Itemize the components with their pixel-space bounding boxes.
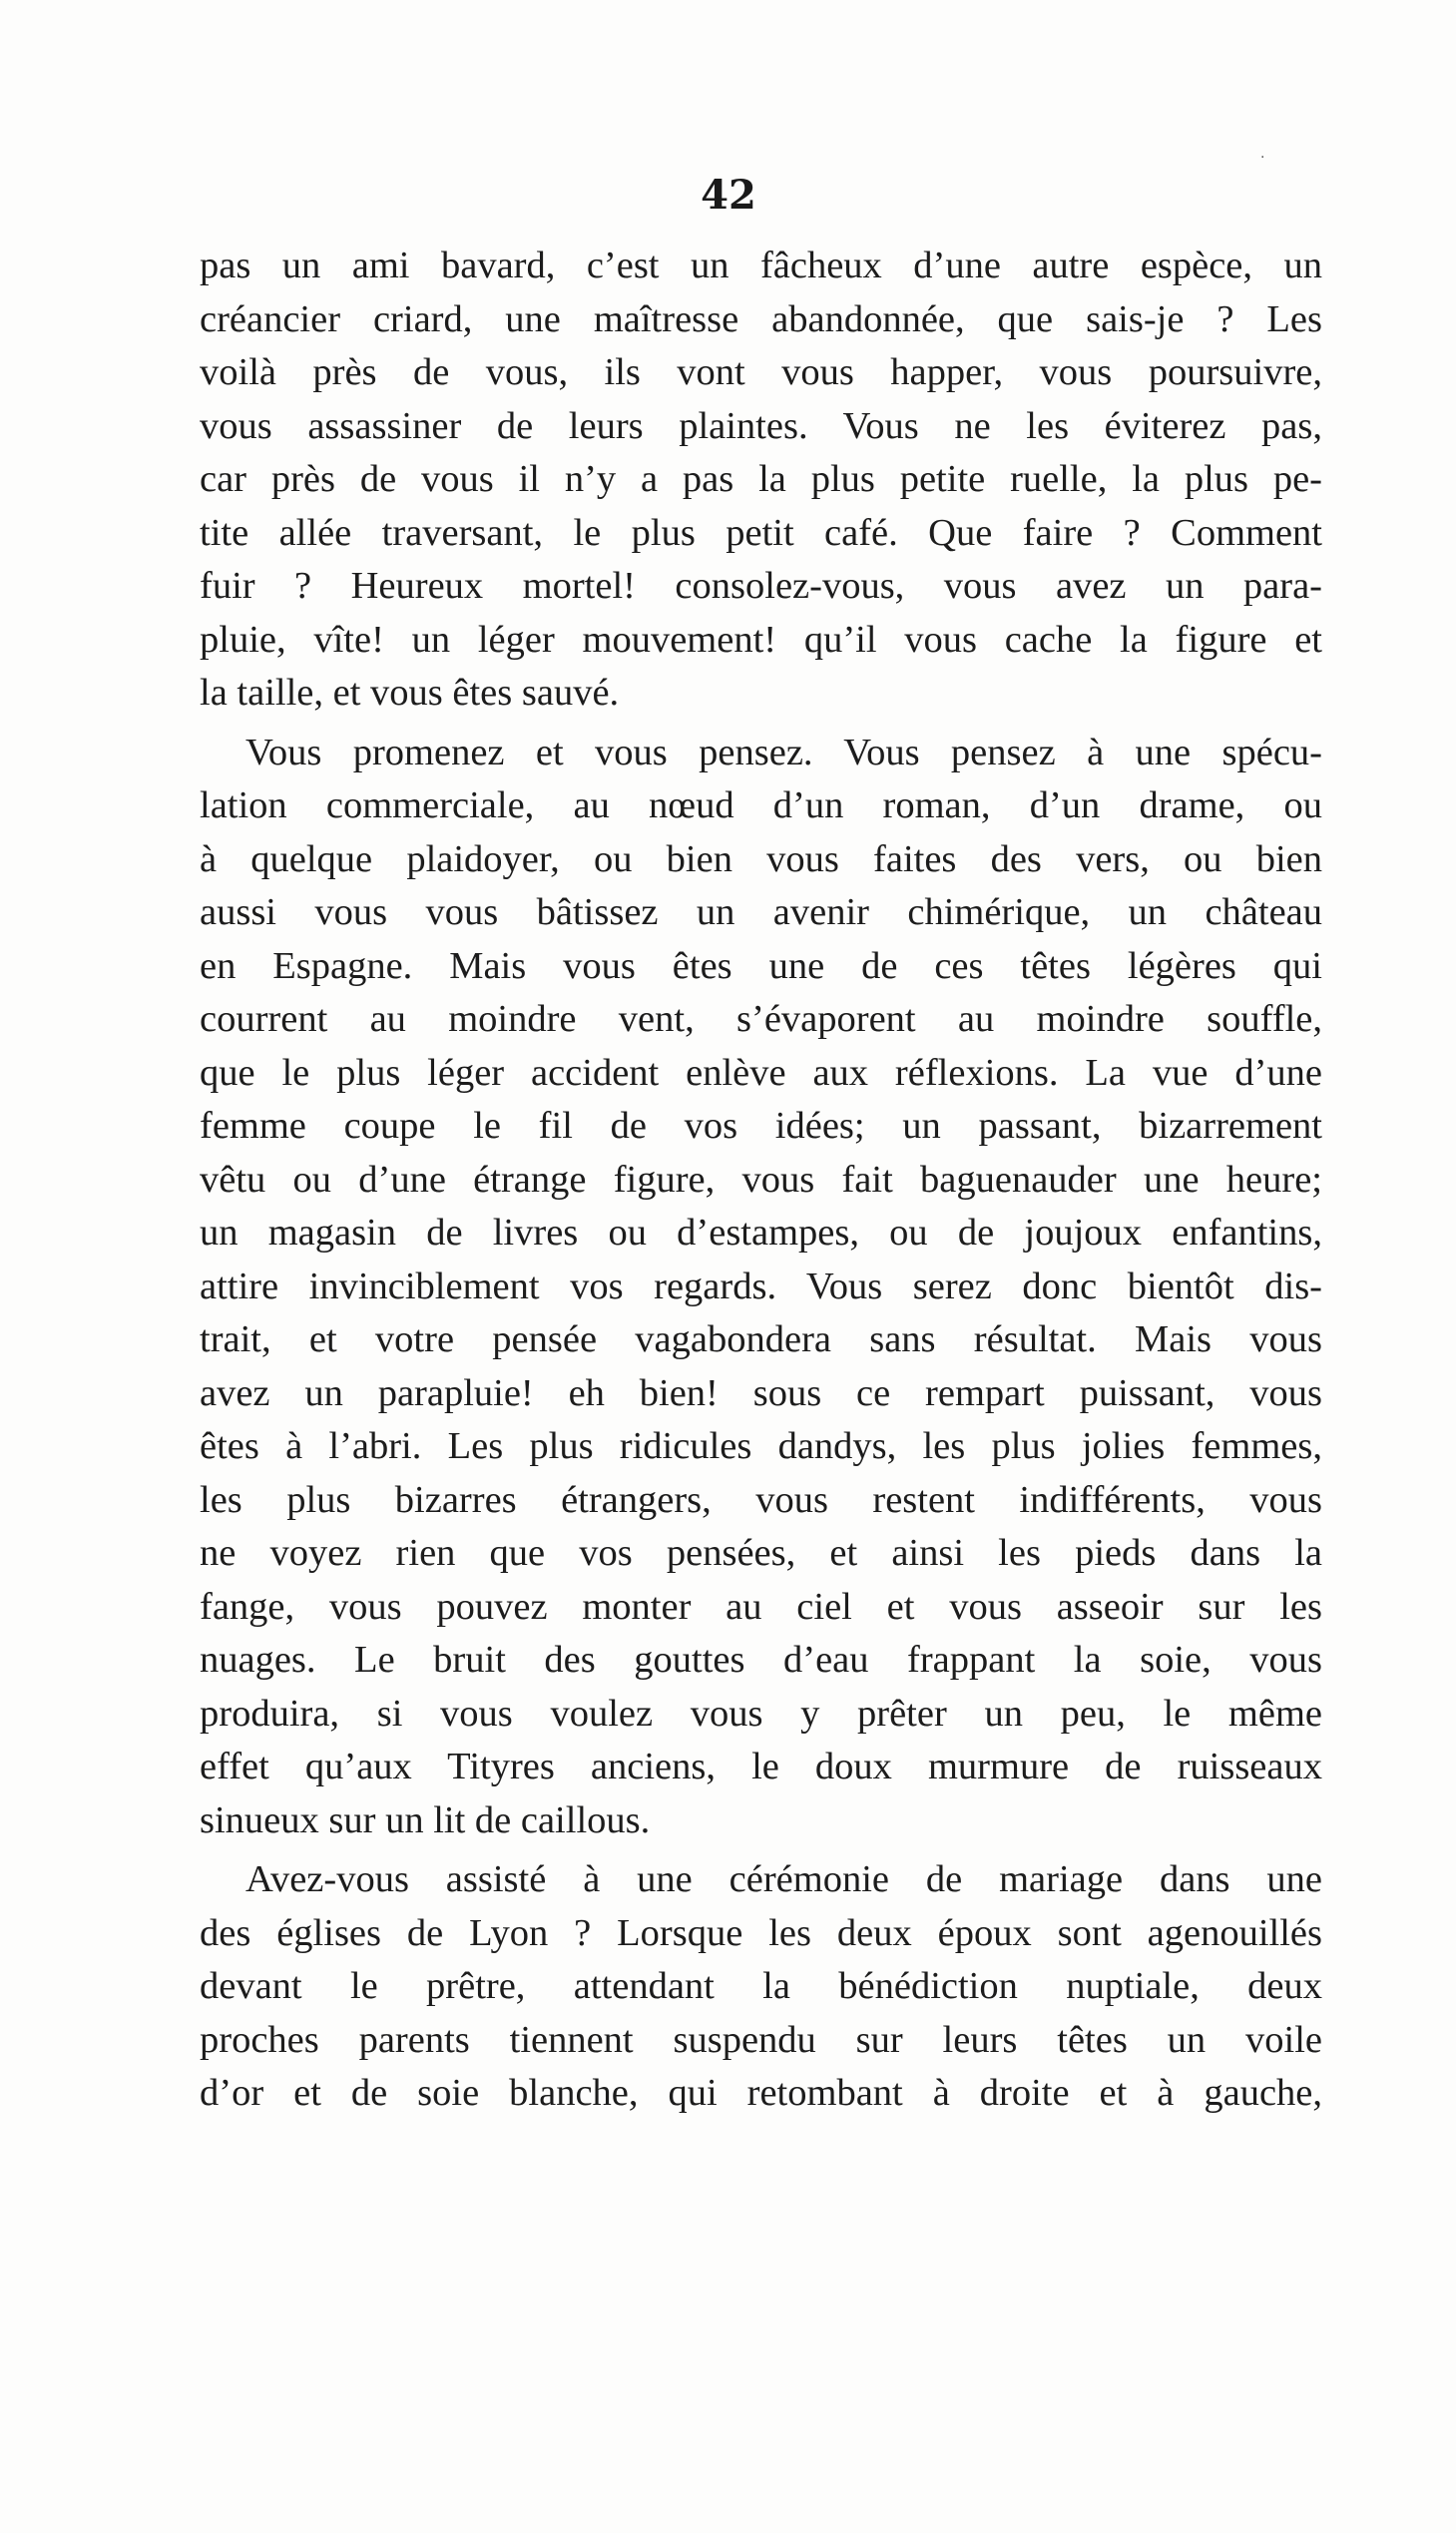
text-line: voilà près de vous, ils vont vous happer, vous poursuivre,	[200, 351, 1322, 393]
text-line: êtes à l’abri. Les plus ridicules dandys, les plus jolies femmes,	[200, 1425, 1322, 1467]
text-line: à quelque plaidoyer, ou bien vous faites des vers, ou bien	[200, 837, 1322, 880]
text-line: devant le prêtre, attendant la bénédiction nuptiale, deux	[200, 1965, 1322, 2007]
text-line: produira, si vous voulez vous y prêter un peu, le même	[200, 1692, 1322, 1735]
text-line: vêtu ou d’une étrange figure, vous fait baguenauder une heure;	[200, 1158, 1322, 1201]
text-line: Avez-vous assisté à une cérémonie de mariage dans une	[245, 1858, 1322, 1900]
paragraph	[200, 1853, 1322, 2121]
text-line: proches parents tiennent suspendu sur leurs têtes un voile	[200, 2018, 1322, 2061]
text-line: aussi vous vous bâtissez un avenir chimérique, un château	[200, 891, 1322, 933]
text-line: des églises de Lyon ? Lorsque les deux époux sont agenouillés	[200, 1911, 1322, 1954]
text-line: ne voyez rien que vos pensées, et ainsi les pieds dans la	[200, 1532, 1322, 1574]
body-text	[200, 240, 1322, 2121]
text-line: fange, vous pouvez monter au ciel et vous asseoir sur les	[200, 1585, 1322, 1628]
text-line: les plus bizarres étrangers, vous restent indifférents, vous	[200, 1478, 1322, 1521]
text-line: en Espagne. Mais vous êtes une de ces têtes légères qui	[200, 944, 1322, 987]
text-line: avez un parapluie! eh bien! sous ce rempart puissant, vous	[200, 1371, 1322, 1414]
paragraph	[200, 240, 1322, 721]
text-line: sinueux sur un lit de caillous.	[200, 1798, 651, 1841]
text-line: fuir ? Heureux mortel! consolez-vous, vous avez un para-	[200, 565, 1322, 607]
text-line: lation commerciale, au nœud d’un roman, d’un drame, ou	[200, 784, 1322, 826]
text-line: car près de vous il n’y a pas la plus petite ruelle, la plus pe-	[200, 458, 1322, 500]
text-line: créancier criard, une maîtresse abandonnée, que sais-je ? Les	[200, 297, 1322, 340]
text-line: courrent au moindre vent, s’évaporent au moindre souffle,	[200, 998, 1322, 1040]
text-line: la taille, et vous êtes sauvé.	[200, 672, 620, 714]
text-line: femme coupe le fil de vos idées; un passant, bizarrement	[200, 1105, 1322, 1147]
text-line: Vous promenez et vous pensez. Vous pensez à une spécu-	[245, 731, 1322, 773]
text-line: que le plus léger accident enlève aux réflexions. La vue d’une	[200, 1051, 1322, 1094]
paragraph	[200, 727, 1322, 1848]
text-line: effet qu’aux Tityres anciens, le doux murmure de ruisseaux	[200, 1746, 1322, 1787]
text-line: vous assassiner de leurs plaintes. Vous ne les éviterez pas,	[200, 404, 1322, 447]
text-line: tite allée traversant, le plus petit café. Que faire ? Comment	[200, 511, 1322, 554]
text-line: un magasin de livres ou d’estampes, ou de joujoux enfantins,	[200, 1212, 1322, 1254]
text-line: attire invinciblement vos regards. Vous serez donc bientôt dis-	[200, 1265, 1322, 1307]
scan-speck: ·	[1260, 150, 1265, 166]
page-number: 42	[701, 172, 756, 219]
text-line: trait, et votre pensée vagabondera sans résultat. Mais vous	[200, 1318, 1322, 1360]
text-line: nuages. Le bruit des gouttes d’eau frappant la soie, vous	[200, 1639, 1322, 1681]
text-line: pluie, vîte! un léger mouvement! qu’il vous cache la figure et	[200, 618, 1322, 661]
text-line: d’or et de soie blanche, qui retombant à droite et à gauche,	[200, 2072, 1322, 2114]
text-line: pas un ami bavard, c’est un fâcheux d’une autre espèce, un	[200, 245, 1322, 286]
